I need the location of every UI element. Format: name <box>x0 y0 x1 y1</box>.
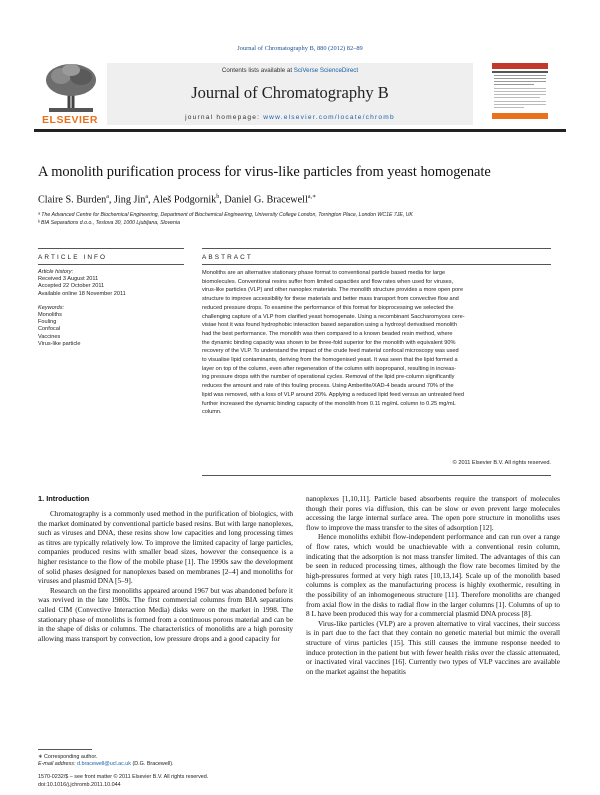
article-info-panel <box>38 269 183 348</box>
author-list: Claire S. Burden$^a$, Jing Jin$^a$, Aleš Podgornik$^b$, Daniel G. Bracewell$^{a,∗}$ <box>38 194 317 206</box>
copyright-notice: © 2011 Elsevier B.V. All rights reserved. <box>452 460 551 466</box>
abstract-line: the dynamic binding capacity was shown to be three-fold superior for the monolith with equivalent 90% <box>202 339 456 346</box>
keyword: Virus-like particle <box>38 340 81 347</box>
introduction-heading: 1. Introduction <box>38 494 90 503</box>
abstract-rule-top <box>202 248 551 249</box>
abstract-line: had the best performance. The monolith was then compared to a known beaded resin method, where <box>202 330 453 337</box>
doi-link[interactable]: doi:10.1016/j.jchromb.2011.10.044 <box>38 782 121 788</box>
intro-paragraph: Chromatography is a commonly used method in the purification of biologics, with the market dominated by conventional particle based resins. But with large nanoplexes, such as viruses and DNA, these resins show low capacities and long processing times as titres are typically relatively low. To improve the limited capacity of large particles, companies produced resins with smaller bead sizes, however the consequence is a higher resistance to the flow of the mobile phase [1]. The 1990s saw the development of solid phases designed for nanoplexes based on membranes [2–4] and monoliths for viruses and plasmid DNA [5–9]. <box>38 509 293 586</box>
article-info-rule-top <box>38 248 184 249</box>
intro-paragraph: Hence monoliths exhibit flow-independent performance and can run over a range of flow rates, which would be unachievable with a conventional resin column, indicating that the adsorption is not mass transfer limited. The advantages of this can be seen in reduced processing times, although the flow rate becomes limited by the high-pressures formed at very high rates [10,13,14]. Scale up of the monolith based columns is complex as the manufacturing process is highly exothermic, resulting in the possibility of an inhomogeneous structure [11]. Therefore monoliths are changed from axial flow in the disks to radial flow in the larger columns [1]. Columns of up to 8 L have been produced this way for a commercial plasmid DNA process [8]. <box>306 532 560 619</box>
history-online: Available online 18 November 2011 <box>38 290 126 297</box>
author-affiliation-mark: a <box>106 194 109 200</box>
contents-available-line <box>107 67 473 74</box>
abstract-line: reduces the amount and rate of this fouling process. Using Amberlite/XAD-4 beads around 70% of the <box>202 383 454 390</box>
sciencedirect-link[interactable]: SciVerse ScienceDirect <box>293 67 359 74</box>
abstract-line: structure to improve accessibility for these materials and better mass transport from convective flow and <box>202 296 459 303</box>
abstract-line: visiae host it was found hydrophobic interaction based separation using a hydroxyl derivatised monolith <box>202 322 457 329</box>
abstract-rule-bottom <box>202 264 551 265</box>
author-name: Aleš Podgornik <box>152 194 217 206</box>
abstract-line: further increased the dynamic binding capacity of the monolith from 0.11 mg/mL column to 0.25 mg/mL <box>202 400 456 407</box>
abstract-line: column. <box>202 409 222 416</box>
elsevier-tree-logo <box>43 62 99 114</box>
intro-left-column <box>38 509 293 643</box>
journal-title: Journal of Chromatography B <box>191 83 389 102</box>
author-name: Daniel G. Bracewell <box>224 194 308 206</box>
author-name: Jing Jin <box>113 194 146 206</box>
abstract-heading: ABSTRACT <box>202 254 253 261</box>
history-label: Article history: <box>38 269 74 275</box>
email-label: E-mail address: <box>38 761 77 767</box>
abstract-line: virus-like particles (VLP) and other nanoplex materials. The monolith structure provides a more open pore <box>202 287 464 294</box>
contents-prefix: Contents lists available at <box>221 67 294 74</box>
article-info-rule-bottom <box>38 264 184 265</box>
homepage-prefix: journal homepage: <box>185 114 264 121</box>
abstract-line: ing pressure drops with the number of operational cycles. Removal of the lipid pre-column significantly <box>202 374 455 381</box>
author-affiliation-mark: a <box>145 194 149 200</box>
abstract-line: recovery of the VLP. To understand the impact of the crude feed material confocal microscopy was used <box>202 348 459 355</box>
article-title: A monolith purification process for virus-like particles from yeast homogenate <box>38 164 491 180</box>
journal-homepage-link[interactable]: www.elsevier.com/locate/chromb <box>263 114 395 121</box>
history-received: Received 3 August 2011 <box>38 276 99 283</box>
abstract-line: challenging capture of a VLP from clarified yeast homogenate. Using a recombinant Saccharomyces cere- <box>202 313 465 320</box>
article-info-heading: ARTICLE INFO <box>38 254 108 261</box>
affiliation-a: ᵃ The Advanced Centre for Biochemical Engineering, Department of Biochemical Engineering, University College London, Torrington Place, London WC1E 7JE, UK <box>38 212 413 218</box>
issn-line: 1570-0232/$ – see front matter © 2011 Elsevier B.V. All rights reserved. <box>38 774 209 780</box>
intro-paragraph: nanoplexes [1,10,11]. Particle based absorbents require the transport of molecules though their pores via diffusion, this can be slow or even prevent large molecules accessing the large internal surface area. The open pore structure in monoliths uses flow to improve the mass transfer to the sites of adsorption [12]. <box>306 494 560 532</box>
intro-paragraph: Research on the first monoliths appeared around 1967 but was abandoned before it was revived in the late 1980s. The first commercial columns from BIA separations called CIM (Convective Interaction Media) disks were on the market in 1998. The stationary phase of monoliths is formed from a continuous porous material and can be in the shape of disks or columns. The characteristics of monoliths are a high porosity allowing mass transport by convection, low pressure drops and a good capacity for <box>38 585 293 643</box>
abstract-body <box>202 269 551 417</box>
author-affiliation-mark: b <box>216 194 220 200</box>
email-line <box>38 761 298 767</box>
footnote-rule <box>38 749 92 750</box>
journal-citation[interactable]: Journal of Chromatography B, 880 (2012) 82–89 <box>237 45 363 52</box>
abstract-line: biomolecules. Conventional resins suffer from limited capacities and flow rates when used for viruses, <box>202 278 454 285</box>
author-affiliation-mark: a,∗ <box>307 194 317 200</box>
abstract-line: lipid was removed, with a loss of VLP around 20%. Applying a reduced lipid feed versus an untreated feed <box>202 391 465 398</box>
affiliation-b: ᵇ BIA Separations d.o.o., Teslova 30, 1000 Ljubljana, Slovenia <box>38 220 180 226</box>
email-suffix: (D.G. Bracewell). <box>130 761 174 767</box>
intro-right-column <box>306 494 560 676</box>
abstract-line: layer on top of the column, even after regeneration of the column with isopropanol, resulting in increas- <box>202 365 457 372</box>
journal-cover-thumbnail <box>478 61 566 123</box>
keyword: Fouling <box>38 319 57 326</box>
elsevier-wordmark: ELSEVIER <box>42 114 98 126</box>
header-divider <box>34 129 566 132</box>
author-name: Claire S. Burden <box>38 194 107 206</box>
email-link[interactable]: d.bracewell@ucl.ac.uk <box>76 761 131 767</box>
intro-paragraph: Virus-like particles (VLP) are a proven alternative to viral vaccines, their success is in part due to the fact that they contain no genetic material but mimic the overall structure of virus particles [15]. This still causes the immune response needed to induce protection in the patient but with fewer health risks over the classic attenuated, or inactivated viral vaccines [16]. Currently two types of VLP vaccines are available on the market against the hepatitis <box>306 618 560 676</box>
keywords-label: Keywords: <box>38 304 65 311</box>
corresponding-author-note: ∗ Corresponding author. <box>38 754 98 760</box>
abstract-line: Monoliths are an alternative stationary phase format to conventional particle based media for large <box>202 270 446 276</box>
abstract-line: to visualise lipid contaminants, deriving from the homogenised yeast. It was seen that the lipid formed a <box>202 357 458 364</box>
history-accepted: Accepted 22 October 2011 <box>38 283 105 290</box>
journal-homepage-line <box>107 114 473 121</box>
keyword: Confocal <box>38 326 61 333</box>
keyword: Vaccines <box>38 333 61 340</box>
keyword: Monoliths <box>38 312 62 319</box>
abstract-line: reduced pressure drops. To examine the performance of this format for bioprocessing we selected the <box>202 304 454 311</box>
abstract-rule-end <box>202 475 551 476</box>
